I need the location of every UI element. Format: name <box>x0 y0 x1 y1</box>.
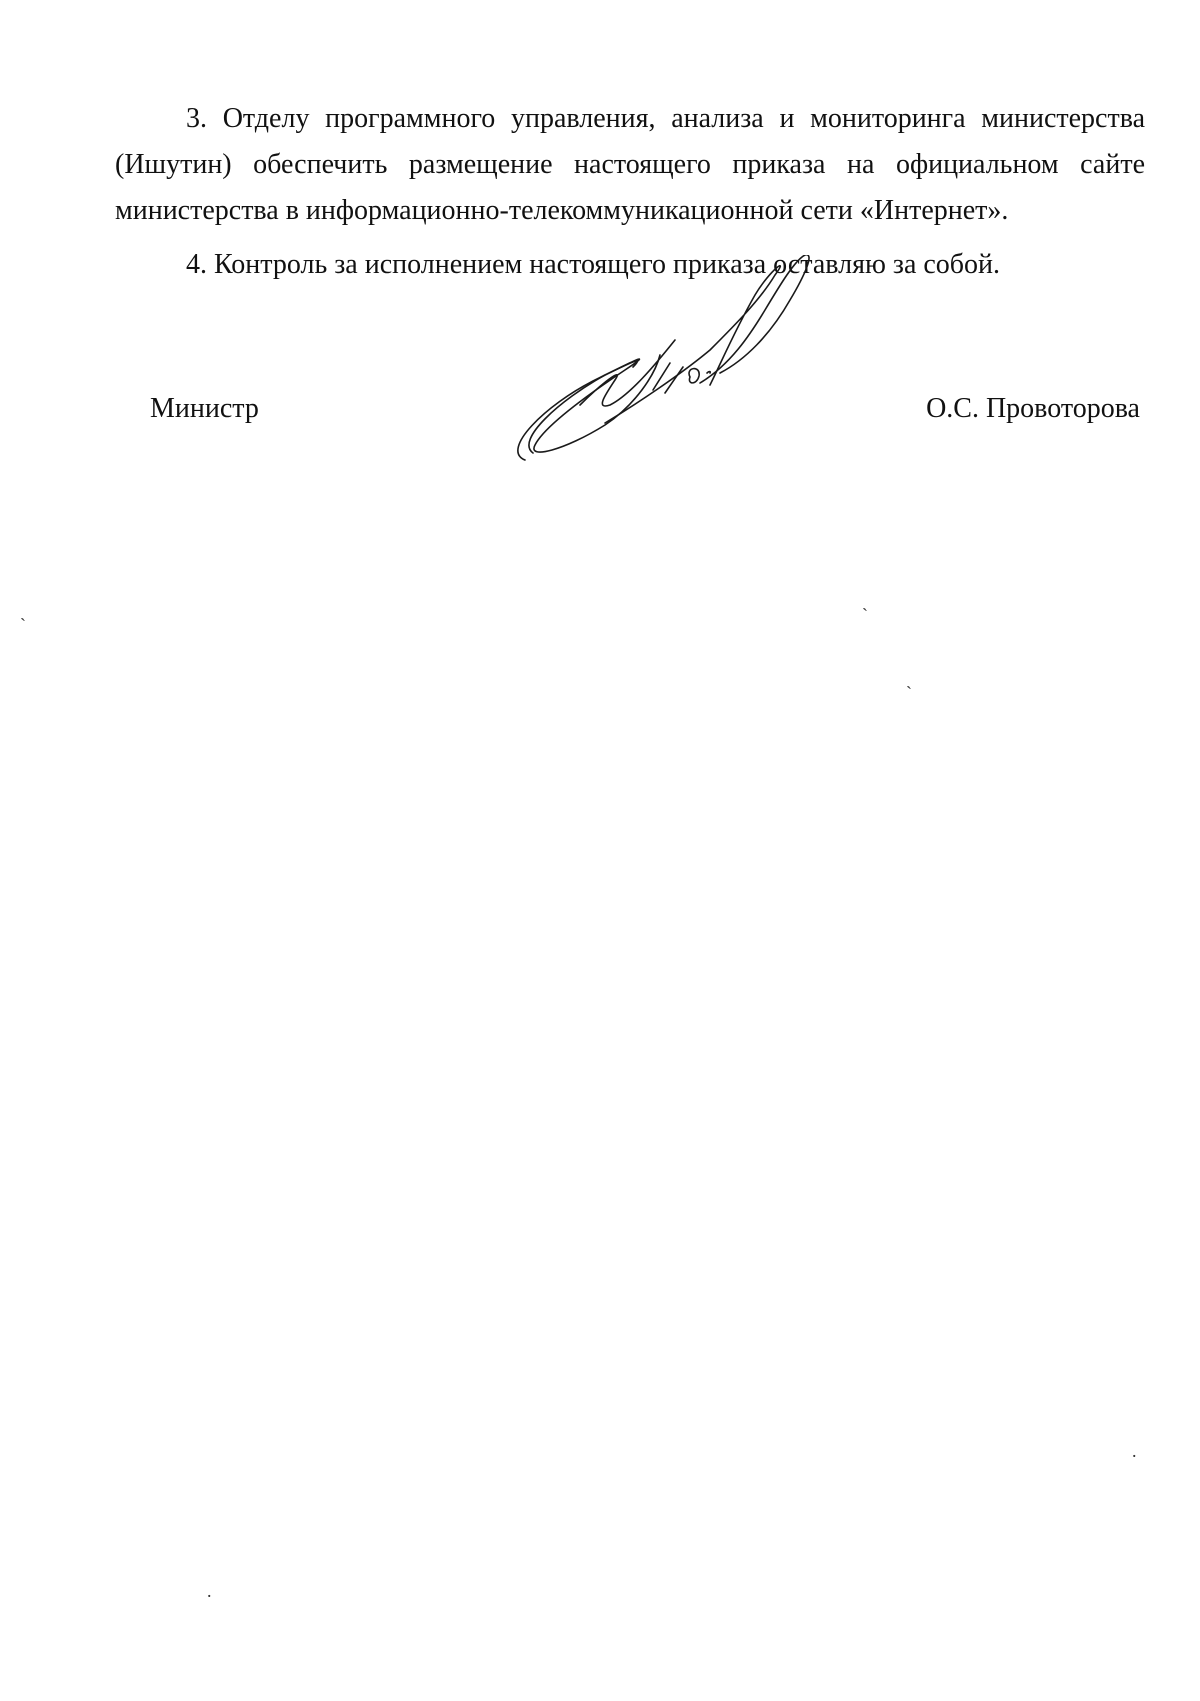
signer-position: Министр <box>150 393 259 424</box>
handwritten-signature-icon <box>505 255 830 470</box>
paragraph-3: 3. Отделу программного управления, анализа и мониторинга министерства (Ишутин) обеспечить размещение настоящего приказа на официальном сайте министерства в информационно-телекоммуникационной сети «Интернет». <box>115 103 1145 226</box>
paragraph-4: 4. Контроль за исполнением настоящего приказа оставляю за собой. <box>186 249 1001 280</box>
scan-speck: ` <box>862 605 868 625</box>
scan-speck: ` <box>20 615 26 635</box>
signer-name: О.С. Провоторова <box>926 393 1140 424</box>
scan-speck: ` <box>906 683 912 703</box>
scan-speck: . <box>207 1581 212 1601</box>
scan-speck: . <box>1132 1441 1137 1461</box>
